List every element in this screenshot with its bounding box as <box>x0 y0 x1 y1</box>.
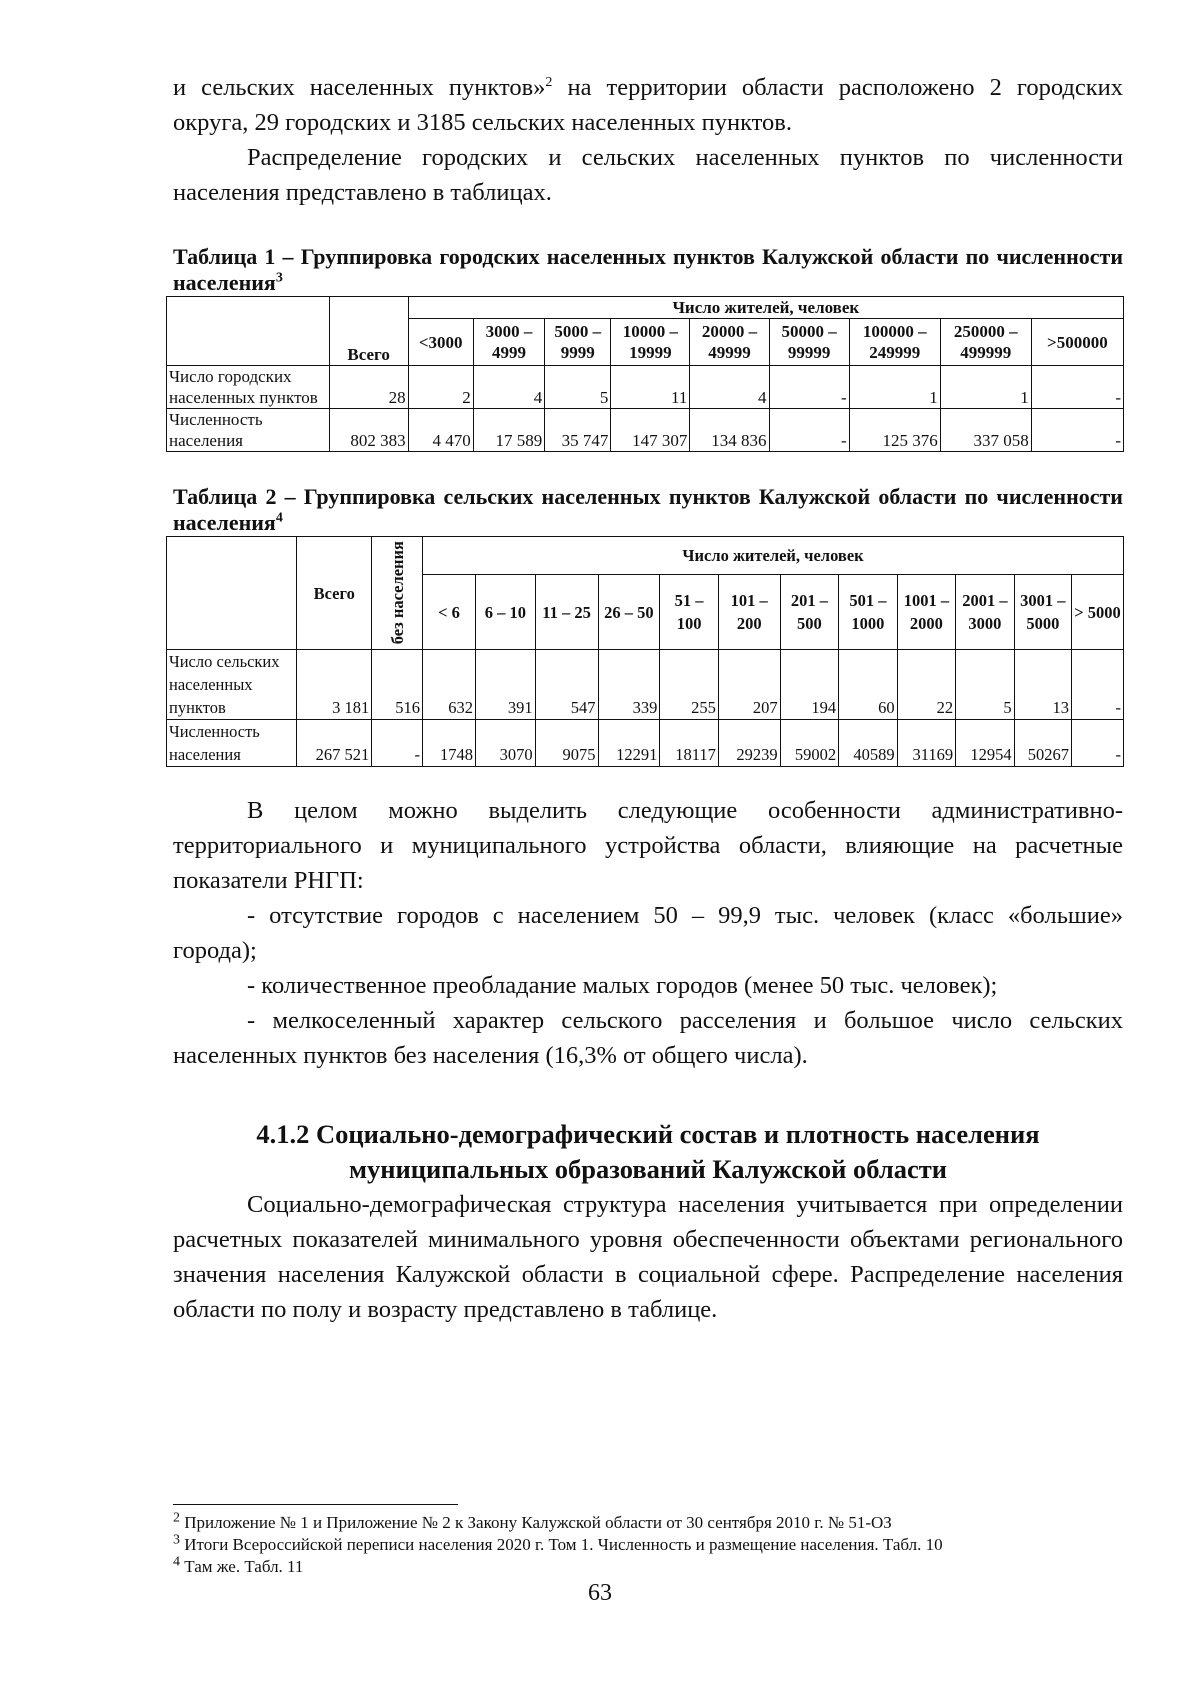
section-paragraph: Социально-демографическая структура населения учитывается при определении расчетных показателей минимального уровня обеспеченности объектами регионального значения населения Калужской области в социальной сфере. Распределение населения области по полу и возрасту представлено в таблице. <box>173 1191 1123 1323</box>
bullet-3: - мелкоселенный характер сельского расселения и большое число сельских населенных пунктов без населения (16,3% от общего числа). <box>173 1007 1123 1069</box>
table-cell: 18117 <box>660 720 719 767</box>
table-cell: - <box>769 409 849 452</box>
table2-col-header: 26 – 50 <box>598 575 660 650</box>
table-cell: 2 <box>408 366 473 409</box>
table2-corner-cell <box>167 537 297 650</box>
table2-col-header: 2001 – 3000 <box>956 575 1015 650</box>
table-row <box>167 650 1124 720</box>
table-cell: 391 <box>476 650 536 720</box>
footnote-text: Приложение № 1 и Приложение № 2 к Закону Калужской области от 30 сентября 2010 г. № 51-ОЗ <box>180 1513 892 1532</box>
table-cell: 147 307 <box>611 409 690 452</box>
table-cell: 194 <box>780 650 839 720</box>
table-cell: 13 <box>1014 650 1071 720</box>
table2-col-header: 11 – 25 <box>535 575 598 650</box>
table2-col-header: 1001 – 2000 <box>897 575 956 650</box>
table-cell: 4 <box>473 366 545 409</box>
table-cell: 3070 <box>476 720 536 767</box>
row-total: 802 383 <box>329 409 408 452</box>
table-cell: 337 058 <box>940 409 1031 452</box>
table1-caption: Таблица 1 – Группировка городских населенных пунктов Калужской области по численности населения$^3$ <box>173 244 1123 295</box>
table-cell: - <box>1072 650 1124 720</box>
footnotes <box>173 1512 943 1578</box>
footnote-text: Там же. Табл. 11 <box>180 1557 304 1576</box>
table-cell: 22 <box>897 650 956 720</box>
table1-col-header: 10000 – 19999 <box>611 319 690 366</box>
table-cell: 134 836 <box>690 409 769 452</box>
table-row <box>167 366 1124 409</box>
row-total: 28 <box>329 366 408 409</box>
table2-col-header: 201 – 500 <box>780 575 839 650</box>
table1-col-header: 100000 – 249999 <box>849 319 940 366</box>
row-label: Численность населения <box>167 720 297 767</box>
footnote-item <box>173 1534 943 1556</box>
table-cell: 5 <box>956 650 1015 720</box>
table1-group-header: Число жителей, человек <box>408 297 1123 319</box>
table-cell: - <box>1031 366 1123 409</box>
table-cell: 1 <box>940 366 1031 409</box>
table-cell: 207 <box>718 650 780 720</box>
table-cell: 12291 <box>598 720 660 767</box>
bullet-2: - количественное преобладание малых городов (менее 50 тыс. человек); <box>247 972 998 999</box>
footnote-mark: 3 <box>173 1532 180 1548</box>
footnote-item <box>173 1512 943 1534</box>
row-total: 3 181 <box>297 650 372 720</box>
footnote-separator <box>173 1504 458 1505</box>
table-cell: - <box>769 366 849 409</box>
table-cell: 29239 <box>718 720 780 767</box>
table-cell: 1 <box>849 366 940 409</box>
row-label: Численность населения <box>167 409 330 452</box>
table1-col-header: 3000 – 4999 <box>473 319 545 366</box>
table2-col-header: 6 – 10 <box>476 575 536 650</box>
table-row <box>167 720 1124 767</box>
table2-total-header: Всего <box>297 537 372 650</box>
table-cell: 125 376 <box>849 409 940 452</box>
table1-col-header: <3000 <box>408 319 473 366</box>
table1-col-header: 5000 – 9999 <box>545 319 611 366</box>
page-number: 63 <box>588 1580 612 1606</box>
table-row <box>167 409 1124 452</box>
row-label: Число сельских населенных пунктов <box>167 650 297 720</box>
table2-col-header: > 5000 <box>1072 575 1124 650</box>
footnote-mark: 2 <box>173 1510 180 1526</box>
table-cell: 35 747 <box>545 409 611 452</box>
table2-col-header: 101 – 200 <box>718 575 780 650</box>
table-cell: 9075 <box>535 720 598 767</box>
table-cell: 339 <box>598 650 660 720</box>
intro-paragraph-2: Распределение городских и сельских населенных пунктов по численности населения представлено в таблицах. <box>173 144 1123 206</box>
table-cell: 547 <box>535 650 598 720</box>
intro-paragraph-1: и сельских населенных пунктов»$^2$ на территории области расположено 2 городских округа, 29 городских и 3185 сельских населенных пунктов. <box>173 74 1123 136</box>
table-cell: 12954 <box>956 720 1015 767</box>
table1-col-header: 20000 – 49999 <box>690 319 769 366</box>
table-cell: 60 <box>839 650 898 720</box>
table1-total-header: Всего <box>329 297 408 366</box>
table1-corner-cell <box>167 297 330 366</box>
table1-urban-settlements <box>166 296 1124 452</box>
table2-col-header: < 6 <box>423 575 476 650</box>
table-cell: 50267 <box>1014 720 1071 767</box>
row-total: 267 521 <box>297 720 372 767</box>
footnote-item <box>173 1556 943 1578</box>
section-heading: 4.1.2 Социально-демографический состав и плотность населения муниципальных образований Калужской области <box>256 1119 1040 1184</box>
row-nopop: 516 <box>372 650 423 720</box>
footnote-mark: 4 <box>173 1554 180 1570</box>
page-content <box>169 70 1123 1327</box>
body-paragraph-3: В целом можно выделить следующие особенности административно-территориального и муниципального устройства области, влияющие на расчетные показатели РНГП: <box>173 797 1123 894</box>
table2-col-header: 501 – 1000 <box>839 575 898 650</box>
table-cell: 11 <box>611 366 690 409</box>
table2-col-header: 3001 – 5000 <box>1014 575 1071 650</box>
table2-group-header: Число жителей, человек <box>423 537 1124 575</box>
table2-rural-settlements <box>166 536 1124 767</box>
table-cell: 40589 <box>839 720 898 767</box>
table-cell: 4 <box>690 366 769 409</box>
table2-col-header: 51 – 100 <box>660 575 719 650</box>
table-cell: - <box>1072 720 1124 767</box>
table1-col-header: 50000 – 99999 <box>769 319 849 366</box>
table1-col-header: >500000 <box>1031 319 1123 366</box>
table2-caption: Таблица 2 – Группировка сельских населенных пунктов Калужской области по численности населения$^4$ <box>173 484 1123 535</box>
table-cell: 4 470 <box>408 409 473 452</box>
table2-nopop-header: без населения <box>372 537 423 650</box>
table-cell: 5 <box>545 366 611 409</box>
table1-col-header: 250000 – 499999 <box>940 319 1031 366</box>
bullet-1: - отсутствие городов с населением 50 – 99,9 тыс. человек (класс «большие» города); <box>173 902 1123 964</box>
table-cell: 31169 <box>897 720 956 767</box>
row-nopop: - <box>372 720 423 767</box>
row-label: Число городских населенных пунктов <box>167 366 330 409</box>
footnote-text: Итоги Всероссийской переписи населения 2020 г. Том 1. Численность и размещение населения. Табл. 10 <box>180 1535 943 1554</box>
table-cell: 59002 <box>780 720 839 767</box>
table-cell: 632 <box>423 650 476 720</box>
table-cell: 17 589 <box>473 409 545 452</box>
table-cell: - <box>1031 409 1123 452</box>
table-cell: 255 <box>660 650 719 720</box>
table-cell: 1748 <box>423 720 476 767</box>
